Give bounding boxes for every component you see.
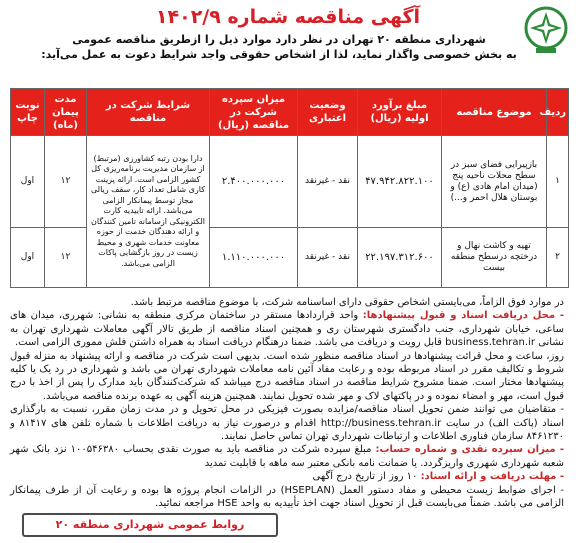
header-duration: مدت پیمان (ماه) [45,89,87,136]
paragraph-reading: روز، ساعت و محل قرائت پیشنهادها در اسناد مناقصه منظور شده است. بدیهی است شرکت در مناقصه و ارائه پیشنهاد به منزله قبول شروط و تکالیف مقرر در اسناد مربوطه بوده و رعایت مفاد آئین نامه معاملات شهرداری تهران می باشد و شهرداری در رد یک یا کلیه پیشنهادها مختار است. ضمنا مشروح شرایط مناقصه در اسناد مناقصه درج میباشد که شرکت‌کنندگان باید مدارک را پس از اخذ با درج قبول است، مهر و امضاء نموده و در پاکتهای لاک و مهر شده تحویل نمایند. همچنین هزینه آگهی به عهده برنده مناقصه می‌باشد. [10,350,564,402]
header-estimate: مبلغ برآورد اولیه (ریال) [358,89,442,136]
intro-line-2: به بخش خصوصی واگذار نماید، لذا از اشخاص حقوقی واجد شرایط دعوت به عمل می‌آید: [41,48,517,61]
tender-conditions: دارا بودن رتبه کشاورزی (مرتبط) از سازمان مدیریت برنامه‌ریزی کل کشور الزامی است. ارائه پرینت کاری شامل تعداد کار، سقف ریالی مجاز توسط پیمانکار الزامی می‌باشد. ارائه تاییدیه کارت الکترونیکی ازسامانه تامین کنندگان و ارائه دهندگان خدمت از حوزه معاونت خدمات شهری و محیط زیست در روز بازگشایی پاکات الزامی می‌باشد. [87,136,210,288]
documents-title: - محل دریافت اسناد و قبول پیشنهادها: [362,310,564,322]
header-credit: وضعیت اعتباری [298,89,358,136]
row-subject: بازپیرایی فضای سبز در سطح محلات ناحیه پنج (میدان امام هادی (ع) و بوستان هلال احمر و...) [442,136,547,228]
public-relations-footer: روابط عمومی شهرداری منطقه ۲۰ [22,513,278,537]
row-credit: نقد - غیرنقد [298,228,358,288]
paragraph-deadline [10,470,564,483]
notice-title: آگهی مناقصه شماره ۱۴۰۲/۹ [155,6,421,28]
table-header-row [11,89,569,136]
row-deposit: ۲.۴۰۰.۰۰۰.۰۰۰ [210,136,298,228]
paragraph-deposit [10,443,564,470]
row-estimate: ۲۲.۱۹۷.۳۱۲.۶۰۰ [358,228,442,288]
header-conditions: شرایط شرکت در مناقصه [87,89,210,136]
header-subject: موضوع مناقصه [442,89,547,136]
row-duration: ۱۲ [45,228,87,288]
deposit-title: - میزان سپرده نقدی و شماره حساب: [375,444,565,456]
row-duration: ۱۲ [45,136,87,228]
notice-body [10,296,564,511]
row-print: اول [11,228,45,288]
deposit-text: مبلغ سپرده شرکت در مناقصه باید به صورت نقدی بحساب ۱۰۰۵۴۶۳۸۰ نزد بانک شهر شعبه شهرداری شهرری واریزگردد. یا ضمانت نامه بانکی معتبر سه ماهه با قابلیت تمدید [10,444,564,469]
row-number: ۱ [547,136,569,228]
row-credit: نقد - غیرنقد [298,136,358,228]
row-print: اول [11,136,45,228]
paragraph-documents [10,309,564,349]
paragraph-hse: - اجرای ضوابط زیست محیطی و مفاد دستور العمل (HSEPLAN) در الزامات انجام پروژه ها بوده و رعایت آن از طرف پیمانکار الزامی می باشد. ضمناً می‌بایست قبل از تحویل اسناد جهت اخذ تأییدیه به واحد HSE مراجعه نمائید. [10,484,564,510]
row-deposit: ۱.۱۱۰.۰۰۰.۰۰۰ [210,228,298,288]
note-text: در موارد فوق الزاماً، می‌بایستی اشخاص حقوقی دارای اساسنامه شرکت، با موضوع مناقصه مرتبط باشد. [130,297,564,308]
intro-line-1: شهرداری منطقه ۲۰ تهران در نظر دارد موارد ذیل را ازطریق مناقصه عمومی [72,33,486,46]
deadline-text: ۱۰ روز از تاریخ درج آگهی [312,471,421,483]
documents-text: واحد قراردادها مستقر در ساختمان مرکزی منطقه به نشانی: شهرری، میدان های ساعی، خیابان شهرداری، جنب دادگستری شهرستان ری و همچنین اسناد مناقصه از طریق تالار آگهی معاملات شهرداری تهران به نشانی business.tehran.ir قابل رویت و دریافت می باشد. ضمنا درهنگام دریافت اسناد به همراه داشتن فلش مموری الزامی است. [10,310,564,349]
tender-table [10,88,569,288]
notice-intro [40,32,518,62]
header-row-no: ردیف [547,89,569,136]
row-subject: تهیه و کاشت نهال و درختچه درسطح منطقه بیست [442,228,547,288]
row-estimate: ۴۷.۹۴۲.۸۲۲.۱۰۰ [358,136,442,228]
deadline-title: - مهلت دریافت و ارائه اسناد: [420,471,564,483]
tehran-municipality-logo-icon [522,4,570,56]
table-row [11,136,569,228]
row-number: ۲ [547,228,569,288]
header-deposit: میزان سپرده شرکت در مناقصه (ریال) [210,89,298,136]
paragraph-upload: - متقاضیان می توانند ضمن تحویل اسناد مناقصه/مزایده بصورت فیزیکی در محل تحویل و در مدت زمان مقرر، نسبت به بارگذاری اسناد (پاکت الف) در سایت http://business.tehran.ir اقدام و درصورت نیاز به دریافت اطلاعات با شماره تلفن های ۸۱۴۱۷ و ۸۴۶۱۲۳۰ سازمان فناوری اطلاعات و ارتباطات شهرداری تهران تماس حاصل نمایند. [10,404,564,443]
header-print: نوبت چاپ [11,89,45,136]
